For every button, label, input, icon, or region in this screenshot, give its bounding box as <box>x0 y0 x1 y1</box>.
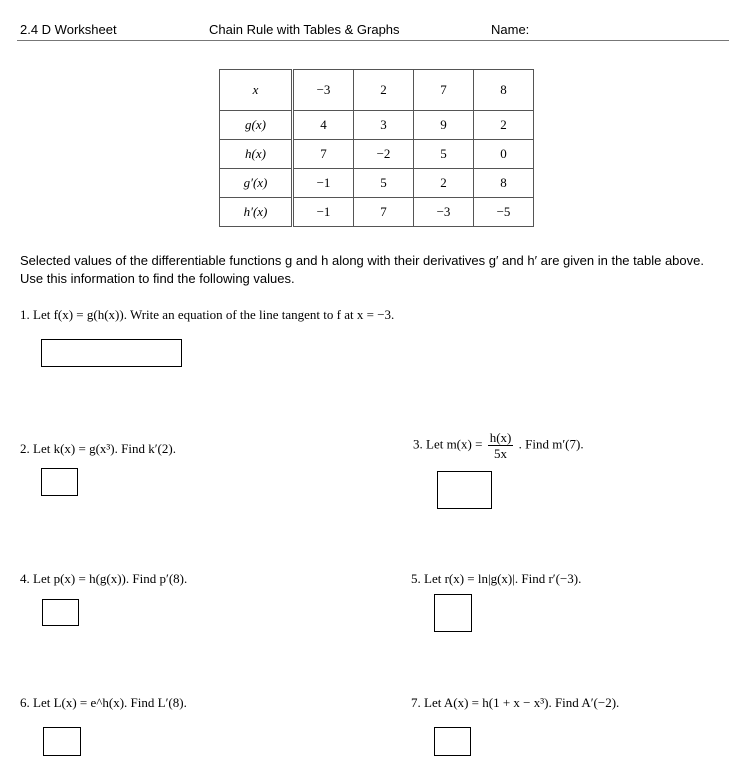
table-cell: −1 <box>293 169 354 198</box>
answer-box-3[interactable] <box>437 471 492 509</box>
question-3-prefix: 3. Let m(x) = <box>413 436 483 452</box>
table-cell: 4 <box>293 111 354 140</box>
question-4: 4. Let p(x) = h(g(x)). Find p′(8). <box>20 571 188 586</box>
question-2: 2. Let k(x) = g(x³). Find k′(2). <box>20 441 176 456</box>
table-cell: −2 <box>354 140 414 169</box>
table-cell: 8 <box>474 70 534 111</box>
row-label: h(x) <box>220 140 293 169</box>
table-cell: −3 <box>414 198 474 227</box>
table-row-h-prime <box>220 198 534 227</box>
table-cell: 7 <box>293 140 354 169</box>
table-row-g <box>220 111 534 140</box>
row-label: x <box>220 70 293 111</box>
question-7: 7. Let A(x) = h(1 + x − x³). Find A′(−2). <box>411 695 620 710</box>
table-cell: 0 <box>474 140 534 169</box>
header-divider <box>17 40 729 41</box>
instructions-text: Selected values of the differentiable functions g and h along with their derivatives g′ and h′ are given in the table above. Use this information to find the following values. <box>20 253 704 286</box>
fraction-numerator: h(x) <box>489 430 512 445</box>
worksheet-title: 2.4 D Worksheet <box>20 22 117 37</box>
row-label: g(x) <box>220 111 293 140</box>
table-row-x <box>220 70 534 111</box>
table-cell: 3 <box>354 111 414 140</box>
table-cell: 2 <box>474 111 534 140</box>
table-cell: 7 <box>354 198 414 227</box>
answer-box-6[interactable] <box>43 727 81 756</box>
answer-box-7[interactable] <box>434 727 471 756</box>
answer-box-4[interactable] <box>42 599 79 626</box>
table-cell: 9 <box>414 111 474 140</box>
table-cell: 8 <box>474 169 534 198</box>
values-table <box>219 69 534 227</box>
question-3 <box>413 430 584 461</box>
fraction <box>488 430 514 461</box>
name-label: Name: <box>491 22 530 37</box>
table-cell: 2 <box>414 169 474 198</box>
table-row-g-prime <box>220 169 534 198</box>
answer-box-2[interactable] <box>41 468 78 496</box>
table-cell: 2 <box>354 70 414 111</box>
row-label: h′(x) <box>220 198 293 227</box>
table-cell: 5 <box>414 140 474 169</box>
table-row-h <box>220 140 534 169</box>
table-cell: −1 <box>293 198 354 227</box>
answer-box-1[interactable] <box>41 339 182 367</box>
question-1: 1. Let f(x) = g(h(x)). Write an equation of the line tangent to f at x = −3. <box>20 307 395 322</box>
worksheet-topic: Chain Rule with Tables & Graphs <box>209 22 400 37</box>
row-label: g′(x) <box>220 169 293 198</box>
table-cell: 5 <box>354 169 414 198</box>
table-cell: −5 <box>474 198 534 227</box>
question-5: 5. Let r(x) = ln|g(x)|. Find r′(−3). <box>411 571 582 586</box>
question-3-suffix: . Find m′(7). <box>518 436 584 452</box>
fraction-denominator: 5x <box>494 446 508 461</box>
table-cell: −3 <box>293 70 354 111</box>
table-cell: 7 <box>414 70 474 111</box>
question-6: 6. Let L(x) = e^h(x). Find L′(8). <box>20 695 187 710</box>
answer-box-5[interactable] <box>434 594 472 632</box>
